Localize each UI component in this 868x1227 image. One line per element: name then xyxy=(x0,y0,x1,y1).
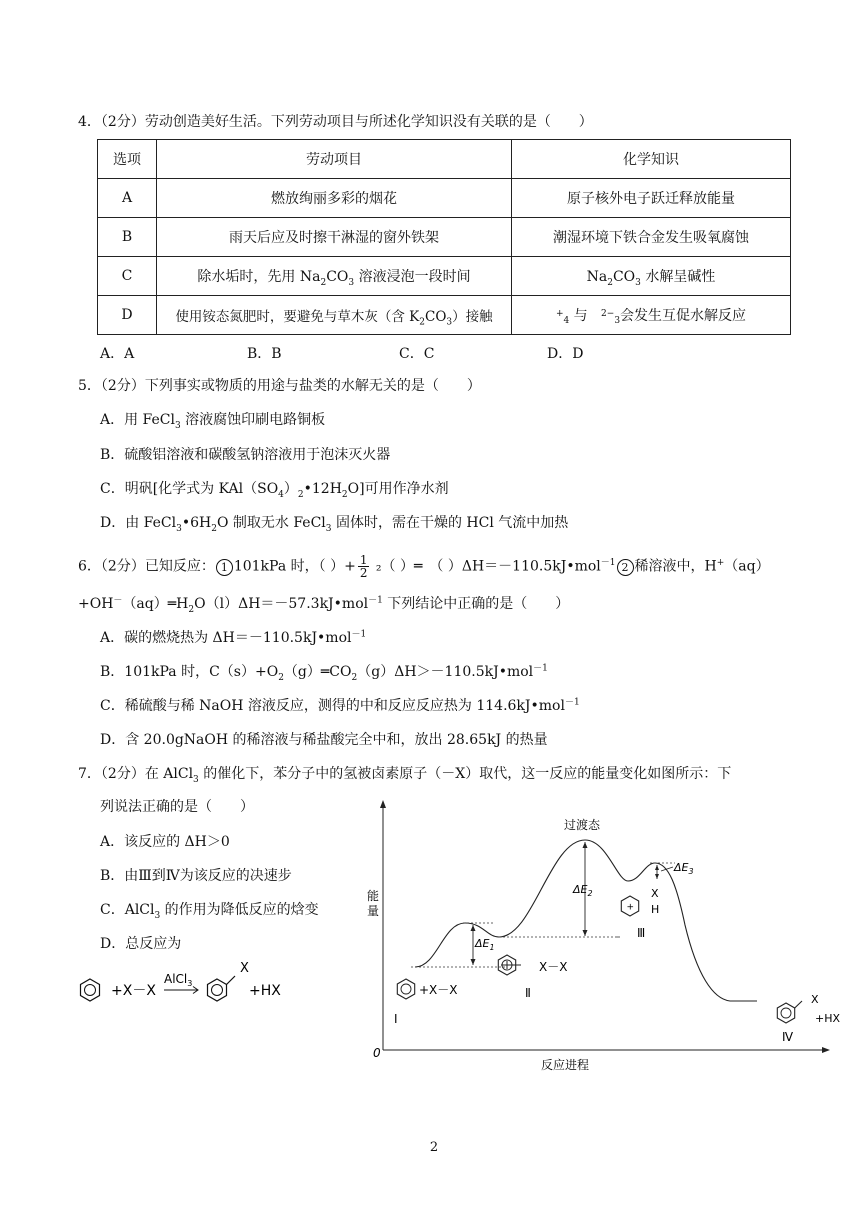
q7-stem-line2: 列说法正确的是（ ） xyxy=(100,799,254,815)
benzene-icon xyxy=(81,979,100,1001)
row-labor: 雨天后应及时擦干淋湿的窗外铁架 xyxy=(157,218,512,257)
q4-stem: 4．（2分）劳动创造美好生活。下列劳动项目与所述化学知识没有关联的是（ ） xyxy=(78,114,593,130)
table-row xyxy=(98,257,791,296)
eq-catalyst: AlCl$_3$ xyxy=(164,972,193,988)
row-option: C xyxy=(98,257,157,296)
header-chem: 化学知识 xyxy=(512,140,791,179)
state-4-x-label: X xyxy=(811,993,819,1006)
q6-stem-line2: $+OH^-(aq)═H_2O(l)\Delta H=-57.3kJ•mol^{-1}$ 下列结论中正确的是（ ） xyxy=(78,595,570,615)
q7-option-a: A．该反应的 ΔH＞0 xyxy=(100,834,230,850)
eq-x-label: X xyxy=(240,961,249,976)
state-2-label: X－X xyxy=(539,960,568,974)
table-row xyxy=(98,296,791,335)
q6-option-a: A．碳的燃烧热为 ΔH＝－110.5kJ•mol$^{-1}$ xyxy=(100,629,367,646)
q4-answer-a: A．A xyxy=(100,346,135,362)
benzene-complex-icon xyxy=(498,955,521,975)
eq-reactant: +X－X xyxy=(111,983,156,999)
benzene-icon xyxy=(777,1001,802,1023)
q7-stem-line1: 7．（2分）在 AlCl$_3$ 的催化下，苯分子中的氢被卤素原子（－X）取代，这一反应的能量变化如图所示：下 xyxy=(78,766,732,785)
q7-equation xyxy=(74,958,304,1008)
row-chem: +$_4$ 与 $^{2-}_3$会发生互促水解反应 xyxy=(512,296,791,335)
q4-table xyxy=(97,139,791,335)
delta-e1-label: $\Delta E_1$ xyxy=(475,937,495,952)
energy-diagram xyxy=(345,795,850,1085)
q5-option-c: C．明矾[化学式为 $KAl(SO_4)_2•12H_2O$]可用作净水剂 xyxy=(100,481,449,500)
y-axis-label-2: 量 xyxy=(367,904,380,918)
delta-e3-label: $\Delta E_3$ xyxy=(674,861,694,876)
q5-option-a: A．用 FeCl$_3$ 溶液腐蚀印刷电路铜板 xyxy=(100,412,326,431)
benzene-icon xyxy=(397,979,414,999)
state-3-h-label: H xyxy=(651,903,660,916)
q7-option-c: C．AlCl$_3$ 的作用为降低反应的焓变 xyxy=(100,902,319,921)
row-labor: 除水垢时，先用 $Na_2CO_3$ 溶液浸泡一段时间 xyxy=(157,257,512,296)
q4-answer-d: D．D xyxy=(547,346,584,362)
row-option: D xyxy=(98,296,157,335)
y-axis-label-1: 能 xyxy=(367,889,380,903)
page-number: 2 xyxy=(429,1140,439,1155)
benzene-icon xyxy=(208,976,236,1001)
header-labor: 劳动项目 xyxy=(157,140,512,179)
row-option: B xyxy=(98,218,157,257)
origin-label: 0 xyxy=(373,1046,381,1060)
table-row xyxy=(98,179,791,218)
state-4-numeral: Ⅳ xyxy=(782,1030,794,1044)
q6-option-b: B．101kPa 时，$C(s)+O_2(g)═CO_2(g)\Delta H>-110.5kJ•mol^{-1}$ xyxy=(100,663,548,683)
state-1-numeral: Ⅰ xyxy=(394,1012,398,1026)
sigma-complex-icon xyxy=(621,896,638,916)
delta-e2-label: $\Delta E_2$ xyxy=(573,883,593,898)
state-4-label: +HX xyxy=(815,1012,841,1025)
q4-answer-b: B．B xyxy=(247,346,282,362)
q7-option-b: B．由Ⅲ到Ⅳ为该反应的决速步 xyxy=(100,868,292,884)
eq-product: +HX xyxy=(249,983,281,999)
circled-two: 2 xyxy=(617,559,634,576)
state-1-label: +X－X xyxy=(419,983,458,997)
circled-one: 1 xyxy=(216,559,233,576)
q5-option-d: D．由 $FeCl_3•6H_2O$ 制取无水 FeCl$_3$ 固体时，需在干燥的 HCl 气流中加热 xyxy=(100,515,569,534)
row-chem: 潮湿环境下铁合金发生吸氧腐蚀 xyxy=(512,218,791,257)
q6-option-c: C．稀硫酸与稀 NaOH 溶液反应，测得的中和反应反应热为 114.6kJ•mol$^{-1}$ xyxy=(100,697,580,714)
state-2-numeral: Ⅱ xyxy=(525,986,531,1000)
q4-answer-c: C．C xyxy=(399,346,435,362)
table-row xyxy=(98,218,791,257)
q5-stem: 5．（2分）下列事实或物质的用途与盐类的水解无关的是（ ） xyxy=(78,378,481,394)
state-3-numeral: Ⅲ xyxy=(637,926,646,940)
table-header-row xyxy=(98,140,791,179)
svg-text:+: + xyxy=(626,902,635,913)
fraction-half: $\frac{1}{2}$ xyxy=(359,553,368,580)
transition-state-label: 过渡态 xyxy=(564,818,601,832)
state-3-x-label: X xyxy=(651,887,659,900)
x-axis-label: 反应进程 xyxy=(541,1058,590,1072)
row-labor: 燃放绚丽多彩的烟花 xyxy=(157,179,512,218)
q6-stem-line1: 6．（2分）已知反应： 1 101kPa 时，（ ）+ $\frac{1}{2}$ ₂（ ）═ （ ）ΔH＝－110.5kJ•mol$^{-1}$ 2 稀溶液中，H+（aq） xyxy=(78,553,770,580)
row-chem: $Na_2CO_3$ 水解呈碱性 xyxy=(512,257,791,296)
row-option: A xyxy=(98,179,157,218)
q6-option-d: D．含 20.0gNaOH 的稀溶液与稀盐酸完全中和，放出 28.65kJ 的热量 xyxy=(100,732,548,748)
q5-option-b: B．硫酸铝溶液和碳酸氢钠溶液用于泡沫灭火器 xyxy=(100,447,391,463)
q7-option-d: D．总反应为 xyxy=(100,936,182,952)
row-chem: 原子核外电子跃迁释放能量 xyxy=(512,179,791,218)
energy-curve xyxy=(415,840,757,1001)
row-labor: 使用铵态氮肥时，要避免与草木灰（含 $K_2CO_3$）接触 xyxy=(157,296,512,335)
header-option: 选项 xyxy=(98,140,157,179)
